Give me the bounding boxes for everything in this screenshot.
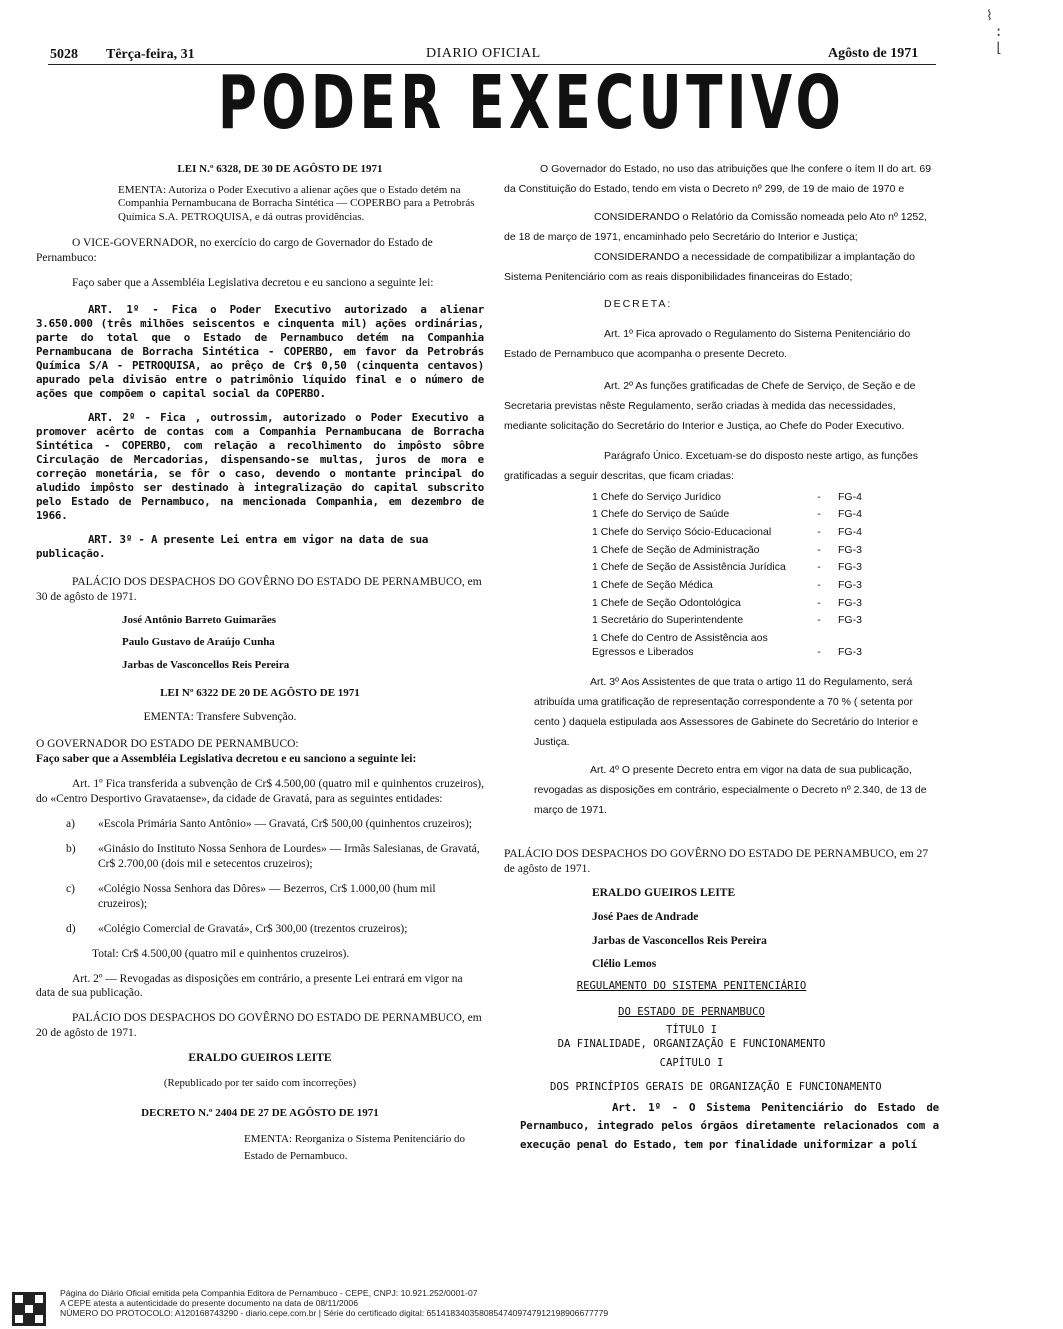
list-item-text: «Ginásio do Instituto Nossa Senhora de Lourdes» — Irmãs Salesianas, de Gravatá, Cr$ 2.700,00 (dois mil e setecentos cruzeiros); [98,842,480,870]
separator: - [817,596,821,609]
list-item [66,842,484,872]
list-item [66,922,484,937]
paragrafo-unico: Parágrafo Único. Excetuam-se do disposto neste artigo, as funções gratificadas a seguir descritas, que ficam criadas: [504,449,919,482]
lei-6322-art-2: Art. 2º — Revogadas as disposições em contrário, a presente Lei entrará em vigor na data de sua publicação. [36,972,463,1000]
lei-6322-signature: ERALDO GUEIROS LEITE [188,1052,332,1065]
table-row [592,559,898,577]
separator: - [817,543,821,556]
lei-6328-palacio: PALÁCIO DOS DESPACHOS DO GOVÊRNO DO ESTADO DE PERNAMBUCO, em 30 de agôsto de 1971. [36,576,482,604]
capitulo-name: DOS PRINCÍPIOS GERAIS DE ORGANIZAÇÃO E FUNCIONAMENTO [550,1081,882,1094]
decree-art-4: Art. 4º O presente Decreto entra em vigor na data de sua publicação, revogadas as disposições em contrário, especialmente o Decreto nº 2.340, de 13 de março de 1971. [534,763,927,816]
lei-6322-total: Total: Cr$ 4.500,00 (quatro mil e quinhentos cruzeiros). [92,947,350,960]
margin-scribble: ⌇ : ⌊ [986,8,1003,56]
decree-art-1: Art. 1º Fica aprovado o Regulamento do Sistema Penitenciário do Estado de Pernambuco que acompanha o presente Decreto. [504,328,911,361]
footer-line: NÚMERO DO PROTOCOLO: A120168743290 - diario.cepe.com.br | Série do certificado digital: 65141834035808547409747912198906677779 [60,1307,609,1318]
list-item-text: «Escola Primária Santo Antônio» — Gravatá, Cr$ 500,00 (quinhentos cruzeiros); [98,817,472,830]
list-item [66,882,484,912]
function-name: 1 Chefe de Seção de Assistência Jurídica [592,561,786,574]
titulo-name: DA FINALIDADE, ORGANIZAÇÃO E FUNCIONAMENTO [557,1037,826,1050]
function-grade: FG-4 [838,490,862,503]
lei-6328-art-1: ART. 1º - Fica o Poder Executivo autorizado a alienar 3.650.000 (três milhões seiscentos e cinquenta mil) ações ordinárias, parte do total que o Estado de Pernambuco detém na Companhia Pernambucana de Borracha Sintética - COPERBO, em favor da Petrobrás Química S/A - PETROQUISA, ao prêço de Cr$ 0,50 (cinquenta centavos) apurado pela divisão entre o patrimônio líquido final e o número de ações que compõem o capital social da COPERBO. [36,302,484,400]
lei-6322-entities-list [66,817,484,937]
function-name: 1 Chefe do Serviço de Saúde [592,508,730,521]
function-grade: FG-3 [838,596,862,609]
signature: José Paes de Andrade [592,910,699,923]
lei-6328-art-3: ART. 3º - A presente Lei entra em vigor na data de sua publicação. [36,533,429,561]
table-row [592,630,898,661]
separator: - [817,561,821,574]
function-name: 1 Chefe do Serviço Jurídico [592,490,721,503]
separator: - [817,526,821,539]
separator: - [817,579,821,592]
issue-date: Agôsto de 1971 [828,46,919,61]
weekday: Têrça-feira, 31 [106,47,195,62]
table-row [592,506,898,524]
function-name: 1 Secretário do Superintendente [592,614,744,627]
table-row [592,595,898,613]
function-grade: FG-4 [838,526,862,539]
lei-6328-enacting-clause: Faço saber que a Assembléia Legislativa decretou e eu sanciono a seguinte lei: [72,276,434,289]
separator: - [817,614,821,627]
separator: - [817,490,821,503]
signature: Clélio Lemos [592,958,657,971]
function-name: 1 Chefe de Seção Médica [592,579,713,592]
signature: José Antônio Barreto Guimarães [122,614,277,627]
function-grade: FG-3 [838,645,862,658]
capitulo: CAPÍTULO I [659,1057,724,1070]
function-grade: FG-3 [838,543,862,556]
decree-preamble: O Governador do Estado, no uso das atribuições que lhe confere o ítem II do art. 69 da Constituição do Estado, tendo em vista o Decreto nº 299, de 19 de maio de 1970 e [504,163,932,195]
lei-6328-art-2: ART. 2º - Fica , outrossim, autorizado o Poder Executivo a promover acêrto de contas com a Companhia Pernambucana de Borracha Sintética - COPERBO, com relação a recolhimento do impôsto sôbre Circulação de Mercadorias, dispensando-se multas, juros de mora e correção monetária, se fôr o caso, devendo o montante principal do aludido impôsto ser destinado à integralização do capital subscrito pelo Estado de Pernambuco, na mencionada Companhia, em dezembro de 1966. [36,410,484,523]
lei-6328-signatures [36,613,484,672]
considerando-1: CONSIDERANDO o Relatório da Comissão nomeada pelo Ato nº 1252, de 18 de março de 1971, encaminhado pelo Secretário do Interior e Justiça; [504,210,928,243]
regulamento-heading: REGULAMENTO DO SISTEMA PENITENCIÁRIO [576,980,807,993]
list-item-text: «Colégio Comercial de Gravatá», Cr$ 300,00 (trezentos cruzeiros); [98,922,408,935]
list-item-key: b) [66,842,76,855]
lei-6328-preamble: O VICE-GOVERNADOR, no exercício do cargo de Governador do Estado de Pernambuco: [36,236,433,264]
decreto-2404-ementa: EMENTA: Reorganiza o Sistema Penitenciário do Estado de Pernambuco. [244,1132,466,1163]
section-title: PODER EXECUTIVO [217,60,846,146]
footer-text [60,1289,608,1319]
table-row [592,542,898,560]
decree-signatures [504,886,939,973]
left-column [36,162,484,1166]
function-grade: FG-3 [838,561,862,574]
regulamento-art-1: Art. 1º - O Sistema Penitenciário do Estado de Pernambuco, integrado pelos órgãos diretamente relacionados com a execução penal do Estado, tem por finalidade uniformizar a polí [520,1101,939,1151]
decreto-2404-title: DECRETO N.º 2404 DE 27 DE AGÔSTO DE 1971 [141,1107,379,1120]
function-name: 1 Chefe de Seção Odontológica [592,596,741,609]
footer-line: Página do Diário Oficial emitida pela Companhia Editora de Pernambuco - CEPE, CNPJ: 10.921.252/0001-07 [60,1288,478,1298]
list-item-key: d) [66,922,76,935]
table-row [592,489,898,507]
list-item-text: «Colégio Nossa Senhora das Dôres» — Bezerros, Cr$ 1.000,00 (hum mil cruzeiros); [98,882,436,910]
republication-note: (Republicado por ter saído com incorreções) [163,1077,357,1090]
lei-6328-title: LEI N.º 6328, DE 30 DE AGÔSTO DE 1971 [177,163,383,175]
function-name: 1 Chefe de Seção de Administração [592,543,760,556]
separator: - [817,508,821,521]
page-number: 5028 [50,47,78,62]
lei-6322-ementa: EMENTA: Transfere Subvenção. [143,711,297,724]
considerando-2: CONSIDERANDO a necessidade de compatibilizar a implantação do Sistema Penitenciário com as reais disponibilidades financeiras do Estado; [504,250,915,283]
decree-palacio: PALÁCIO DOS DESPACHOS DO GOVÊRNO DO ESTADO DE PERNAMBUCO, em 27 de agôsto de 1971. [504,847,929,875]
gratified-functions-table [592,489,898,661]
table-row [592,577,898,595]
footer-line: A CEPE atesta a autenticidade do presente documento na data de 08/11/2006 [60,1297,358,1308]
newspaper-name: DIARIO OFICIAL [426,46,541,61]
lei-6322-title: LEI Nº 6322 DE 20 DE AGÔSTO DE 1971 [160,686,360,699]
function-name: 1 Chefe do Centro de Assistência aos Egressos e Liberados [592,631,768,658]
titulo: TÍTULO I [665,1023,718,1036]
lei-6322-art-1: Art. 1º Fica transferida a subvenção de Cr$ 4.500,00 (quatro mil e quinhentos cruzeiros), do «Centro Desportivo Gravataense», da cidade de Gravatá, para as seguintes entidades: [36,778,484,806]
function-grade: FG-4 [838,508,862,521]
signature: Paulo Gustavo de Araújo Cunha [122,636,275,649]
signature: Jarbas de Vasconcellos Reis Pereira [122,658,290,671]
table-row [592,612,898,630]
function-grade: FG-3 [838,614,862,627]
lei-6322-palacio: PALÁCIO DOS DESPACHOS DO GOVÊRNO DO ESTADO DE PERNAMBUCO, em 20 de agôsto de 1971. [36,1012,482,1040]
separator: - [817,645,821,658]
list-item-key: a) [66,817,75,830]
signature: Jarbas de Vasconcellos Reis Pereira [592,934,767,947]
function-name: 1 Chefe do Serviço Sócio-Educacional [592,526,772,539]
list-item-key: c) [66,882,75,895]
function-grade: FG-3 [838,579,862,592]
decree-art-3: Art. 3º Aos Assistentes de que trata o artigo 11 do Regulamento, será atribuída uma gratificação de representação correspondente a 70 % ( setenta por cento ) daquela estipulada aos Assessores de Gabinete do Secretário do Interior e Justiça. [534,676,919,749]
right-column [504,160,939,1154]
list-item [66,817,484,832]
cepe-logo [12,1292,46,1326]
table-row [592,524,898,542]
lei-6328-ementa: EMENTA: Autoriza o Poder Executivo a alienar ações que o Estado detém na Companhia Pernambucana de Borracha Sintética — COPERBO para a Petrobrás Química S.A. PETROQUISA, e dá outras providências. [118,184,475,223]
decree-art-2: Art. 2º As funções gratificadas de Chefe de Serviço, de Seção e de Secretaria previstas nêste Regulamento, serão criadas à medida das necessidades, mediante solicitação do Secretário do Interior e Justiça, ao Chefe do Poder Executivo. [504,380,916,433]
signature: ERALDO GUEIROS LEITE [592,886,736,899]
decreta: DECRETA: [604,297,673,310]
regulamento-subheading: DO ESTADO DE PERNAMBUCO [618,1006,765,1019]
lei-6322-enacting-clause: Faço saber que a Assembléia Legislativa decretou e eu sanciono a seguinte lei: [36,753,417,766]
lei-6322-preamble: O GOVERNADOR DO ESTADO DE PERNAMBUCO: [36,738,299,751]
